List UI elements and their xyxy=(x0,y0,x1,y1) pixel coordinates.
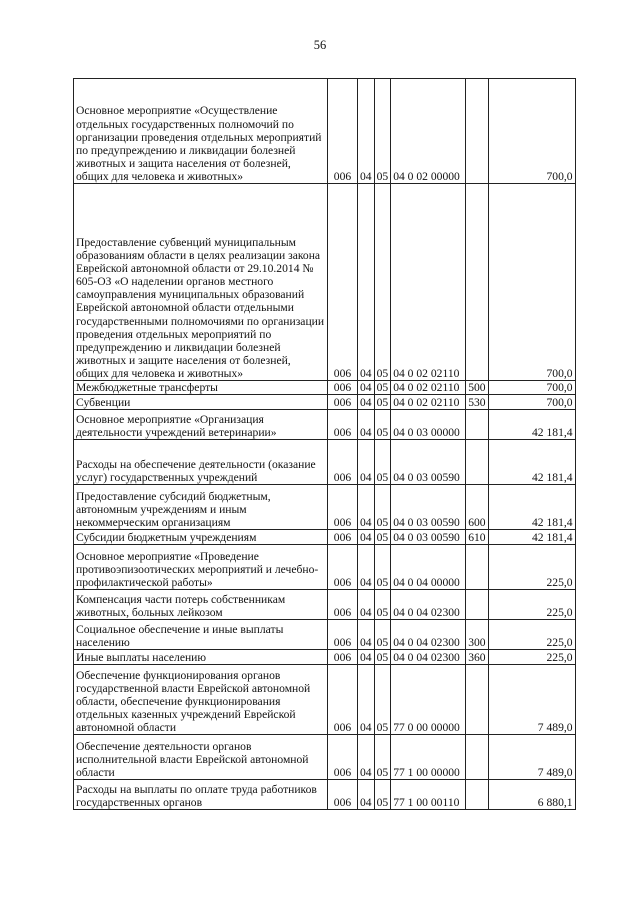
table-row xyxy=(74,381,576,395)
page-number: 56 xyxy=(313,38,327,52)
row-sum: 42 181,4 xyxy=(488,485,575,530)
row-csr-code: 04 0 04 02300 xyxy=(391,620,466,650)
row-sum: 225,0 xyxy=(488,620,575,650)
row-pr-code: 05 xyxy=(374,395,391,410)
row-csr-code: 04 0 04 02300 xyxy=(391,650,466,665)
table-row xyxy=(74,665,576,735)
row-gr-code: 006 xyxy=(328,485,358,530)
row-vr-code: 610 xyxy=(466,530,488,545)
row-csr-code: 04 0 03 00590 xyxy=(391,440,466,485)
row-gr-code: 006 xyxy=(328,530,358,545)
row-pr-code: 05 xyxy=(374,410,391,440)
table-row xyxy=(74,545,576,590)
row-pr-code: 05 xyxy=(374,590,391,620)
row-csr-code: 77 0 00 00000 xyxy=(391,665,466,735)
row-name: Предоставление субвенций муниципальным образованиям области в целях реализации закона Еврейской автономной области от 29.10.2014 № 605-ОЗ «О наделении органов местного самоуправления муниципальных образований Еврейской автономной области отдельными государственными полномочиями по организации проведения отдельных мероприятий по предупреждению и ликвидации болезней животных и защите населения от болезней, общих для человека и животных» xyxy=(74,184,328,381)
budget-table xyxy=(73,78,576,810)
row-vr-code xyxy=(466,184,488,381)
row-rz-code: 04 xyxy=(358,780,375,810)
row-name: Социальное обеспечение и иные выплаты населению xyxy=(74,620,328,650)
row-sum: 42 181,4 xyxy=(488,440,575,485)
row-name: Расходы на выплаты по оплате труда работников государственных органов xyxy=(74,780,328,810)
row-name: Субвенции xyxy=(74,395,328,410)
table-row xyxy=(74,780,576,810)
row-rz-code: 04 xyxy=(358,530,375,545)
row-rz-code: 04 xyxy=(358,735,375,780)
row-vr-code xyxy=(466,780,488,810)
row-rz-code: 04 xyxy=(358,381,375,395)
row-gr-code: 006 xyxy=(328,735,358,780)
row-vr-code xyxy=(466,79,488,184)
row-vr-code xyxy=(466,590,488,620)
row-sum: 7 489,0 xyxy=(488,735,575,780)
row-rz-code: 04 xyxy=(358,650,375,665)
row-vr-code xyxy=(466,440,488,485)
table-row xyxy=(74,184,576,381)
row-rz-code: 04 xyxy=(358,665,375,735)
row-csr-code: 04 0 02 02110 xyxy=(391,184,466,381)
row-sum: 700,0 xyxy=(488,79,575,184)
row-gr-code: 006 xyxy=(328,410,358,440)
row-sum: 42 181,4 xyxy=(488,530,575,545)
row-csr-code: 04 0 04 02300 xyxy=(391,590,466,620)
row-name: Обеспечение деятельности органов исполнительной власти Еврейской автономной области xyxy=(74,735,328,780)
row-name: Основное мероприятие «Осуществление отдельных государственных полномочий по организации проведения отдельных мероприятий по предупреждению и ликвидации болезней животных и защита населения от болезней, общих для человека и животных» xyxy=(74,79,328,184)
row-gr-code: 006 xyxy=(328,395,358,410)
row-vr-code: 530 xyxy=(466,395,488,410)
row-sum: 700,0 xyxy=(488,395,575,410)
row-rz-code: 04 xyxy=(358,79,375,184)
row-name: Основное мероприятие «Организация деятельности учреждений ветеринарии» xyxy=(74,410,328,440)
row-rz-code: 04 xyxy=(358,184,375,381)
row-rz-code: 04 xyxy=(358,410,375,440)
row-pr-code: 05 xyxy=(374,650,391,665)
row-pr-code: 05 xyxy=(374,440,391,485)
row-name: Компенсация части потерь собственникам животных, больных лейкозом xyxy=(74,590,328,620)
row-vr-code xyxy=(466,545,488,590)
row-vr-code: 600 xyxy=(466,485,488,530)
row-gr-code: 006 xyxy=(328,650,358,665)
row-pr-code: 05 xyxy=(374,780,391,810)
row-vr-code xyxy=(466,735,488,780)
row-gr-code: 006 xyxy=(328,665,358,735)
row-gr-code: 006 xyxy=(328,79,358,184)
table-row xyxy=(74,395,576,410)
row-csr-code: 04 0 02 02110 xyxy=(391,395,466,410)
table-row xyxy=(74,650,576,665)
row-rz-code: 04 xyxy=(358,395,375,410)
row-rz-code: 04 xyxy=(358,440,375,485)
row-gr-code: 006 xyxy=(328,184,358,381)
table-row xyxy=(74,410,576,440)
row-name: Расходы на обеспечение деятельности (оказание услуг) государственных учреждений xyxy=(74,440,328,485)
row-csr-code: 04 0 03 00590 xyxy=(391,485,466,530)
row-rz-code: 04 xyxy=(358,620,375,650)
row-rz-code: 04 xyxy=(358,485,375,530)
row-pr-code: 05 xyxy=(374,485,391,530)
table-row xyxy=(74,620,576,650)
row-pr-code: 05 xyxy=(374,545,391,590)
row-vr-code xyxy=(466,410,488,440)
table-row xyxy=(74,79,576,184)
row-gr-code: 006 xyxy=(328,381,358,395)
row-vr-code: 500 xyxy=(466,381,488,395)
table-row xyxy=(74,530,576,545)
row-gr-code: 006 xyxy=(328,590,358,620)
table-row xyxy=(74,590,576,620)
row-rz-code: 04 xyxy=(358,590,375,620)
row-csr-code: 04 0 04 00000 xyxy=(391,545,466,590)
row-sum: 6 880,1 xyxy=(488,780,575,810)
row-csr-code: 04 0 03 00590 xyxy=(391,530,466,545)
row-name: Субсидии бюджетным учреждениям xyxy=(74,530,328,545)
row-csr-code: 04 0 03 00000 xyxy=(391,410,466,440)
row-sum: 225,0 xyxy=(488,545,575,590)
row-gr-code: 006 xyxy=(328,545,358,590)
row-pr-code: 05 xyxy=(374,184,391,381)
row-sum: 7 489,0 xyxy=(488,665,575,735)
row-rz-code: 04 xyxy=(358,545,375,590)
row-gr-code: 006 xyxy=(328,780,358,810)
row-sum: 225,0 xyxy=(488,650,575,665)
row-pr-code: 05 xyxy=(374,735,391,780)
row-pr-code: 05 xyxy=(374,665,391,735)
row-vr-code: 300 xyxy=(466,620,488,650)
row-name: Иные выплаты населению xyxy=(74,650,328,665)
row-gr-code: 006 xyxy=(328,620,358,650)
row-pr-code: 05 xyxy=(374,620,391,650)
row-name: Межбюджетные трансферты xyxy=(74,381,328,395)
row-pr-code: 05 xyxy=(374,381,391,395)
table-row xyxy=(74,735,576,780)
row-sum: 42 181,4 xyxy=(488,410,575,440)
row-vr-code xyxy=(466,665,488,735)
row-pr-code: 05 xyxy=(374,79,391,184)
row-sum: 225,0 xyxy=(488,590,575,620)
row-vr-code: 360 xyxy=(466,650,488,665)
row-sum: 700,0 xyxy=(488,381,575,395)
row-name: Предоставление субсидий бюджетным, автономным учреждениям и иным некоммерческим организациям xyxy=(74,485,328,530)
row-sum: 700,0 xyxy=(488,184,575,381)
table-row xyxy=(74,485,576,530)
row-csr-code: 04 0 02 02110 xyxy=(391,381,466,395)
table-row xyxy=(74,440,576,485)
row-csr-code: 77 1 00 00000 xyxy=(391,735,466,780)
row-name: Основное мероприятие «Проведение противоэпизоотических мероприятий и лечебно-профилактической работы» xyxy=(74,545,328,590)
row-csr-code: 77 1 00 00110 xyxy=(391,780,466,810)
row-gr-code: 006 xyxy=(328,440,358,485)
row-csr-code: 04 0 02 00000 xyxy=(391,79,466,184)
row-name: Обеспечение функционирования органов государственной власти Еврейской автономной области, обеспечение функционирования отдельных казенных учреждений Еврейской автономной области xyxy=(74,665,328,735)
row-pr-code: 05 xyxy=(374,530,391,545)
